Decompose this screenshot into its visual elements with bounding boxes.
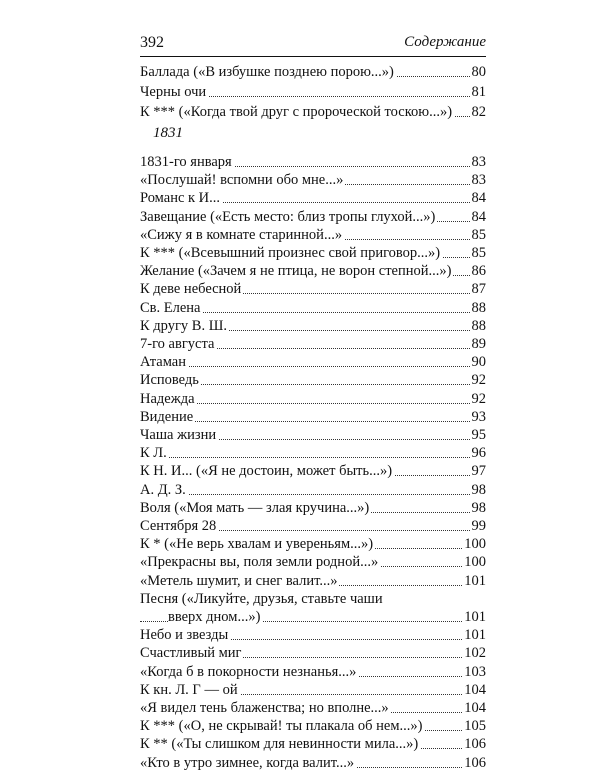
toc-entry-page: 81 bbox=[471, 84, 486, 100]
page-number: 392 bbox=[140, 34, 164, 51]
toc-entry-page: 87 bbox=[471, 281, 486, 298]
toc-entry-title: «Я видел тень блаженства; но вполне...» bbox=[140, 700, 389, 716]
toc-entry-title: «Когда б в покорности незнанья...» bbox=[140, 663, 357, 680]
toc-entry bbox=[140, 188, 486, 208]
toc-entry bbox=[140, 698, 486, 718]
toc-entry bbox=[140, 170, 486, 190]
toc-entry-title: К *** («О, не скрывай! ты плакала об нем...») bbox=[140, 718, 423, 735]
toc-entry-title: К другу В. Ш. bbox=[140, 317, 227, 334]
toc-entry bbox=[140, 534, 486, 554]
toc-entry-title: 7-го августа bbox=[140, 336, 215, 352]
toc-entry bbox=[140, 552, 486, 572]
toc-entry-page: 84 bbox=[471, 190, 486, 207]
toc-entry bbox=[140, 152, 486, 172]
toc-entry-title: Исповедь bbox=[140, 372, 199, 389]
toc-entry-title: Завещание («Есть место: близ тропы глухой...») bbox=[140, 208, 436, 225]
running-title: Содержание bbox=[404, 34, 486, 50]
toc-entry-page: 101 bbox=[464, 572, 486, 589]
toc-entry-page: 106 bbox=[464, 736, 486, 753]
section-year-heading: 1831 bbox=[153, 125, 183, 141]
toc-entry-page: 88 bbox=[471, 299, 486, 316]
dot-leader bbox=[140, 494, 486, 495]
toc-entry-page: 100 bbox=[464, 536, 486, 553]
toc-entry-title: Воля («Моя мать — злая кручина...») bbox=[140, 499, 370, 516]
toc-entry-title: Желание («Зачем я не птица, не ворон степной...») bbox=[140, 263, 452, 280]
toc-entry-title: Песня («Ликуйте, друзья, ставьте чаши bbox=[140, 590, 383, 607]
toc-entry-page: 101 bbox=[464, 609, 486, 625]
toc-entry-title: Баллада («В избушке позднею порою...») bbox=[140, 64, 394, 80]
toc-entry-page: 83 bbox=[471, 172, 486, 189]
toc-entry bbox=[140, 498, 486, 518]
toc-entry-page: 88 bbox=[471, 317, 486, 334]
toc-entry bbox=[140, 716, 486, 736]
toc-entry-page: 89 bbox=[471, 336, 486, 352]
toc-entry-title: «Послушай! вспомни обо мне...» bbox=[140, 172, 344, 189]
toc-entry-page: 92 bbox=[471, 390, 486, 407]
toc-entry-title: 1831-го января bbox=[140, 154, 232, 170]
toc-entry-page: 82 bbox=[471, 104, 486, 120]
toc-entry bbox=[140, 82, 486, 102]
toc-entry bbox=[140, 261, 486, 281]
toc-entry-title: К ** («Ты слишком для невинности мила...») bbox=[140, 736, 419, 753]
toc-entry-title: Черны очи bbox=[140, 84, 207, 100]
toc-entry-title: Атаман bbox=[140, 354, 186, 371]
toc-entry-page: 98 bbox=[471, 481, 486, 498]
toc-entry bbox=[140, 461, 486, 481]
page-header bbox=[140, 34, 486, 57]
toc-entry-title: Надежда bbox=[140, 390, 195, 407]
toc-entry bbox=[140, 62, 486, 82]
toc-entry bbox=[140, 571, 486, 591]
toc-entry-page: 92 bbox=[471, 372, 486, 389]
toc-entry bbox=[140, 298, 486, 318]
toc-entry-page: 106 bbox=[464, 754, 486, 771]
toc-entry-title: К кн. Л. Г — ой bbox=[140, 681, 238, 698]
toc-entry bbox=[140, 225, 486, 245]
toc-entry-title: К Н. И... («Я не достоин, может быть...») bbox=[140, 463, 393, 480]
toc-entry-page: 102 bbox=[464, 645, 486, 662]
toc-entry-page: 85 bbox=[471, 226, 486, 243]
toc-entry-page: 84 bbox=[471, 208, 486, 225]
toc-entry bbox=[140, 589, 486, 609]
toc-entry bbox=[140, 625, 486, 645]
dot-leader bbox=[140, 366, 486, 367]
toc-entry bbox=[140, 243, 486, 263]
toc-entry-title: «Сижу я в комнате старинной...» bbox=[140, 226, 343, 243]
toc-entry-title: Счастливый миг bbox=[140, 645, 242, 662]
toc-entry-title: К * («Не верь хвалам и увереньям...») bbox=[140, 536, 374, 553]
toc-entry-title: К *** («Когда твой друг с пророческой тоскою...») bbox=[140, 104, 453, 120]
toc-entry bbox=[140, 734, 486, 754]
toc-entry-continuation bbox=[140, 607, 486, 627]
toc-entry-title: К *** («Всевышний произнес свой приговор...») bbox=[140, 245, 441, 261]
toc-entry-title: Сентября 28 bbox=[140, 518, 217, 534]
toc-entry bbox=[140, 680, 486, 700]
toc-entry-page: 104 bbox=[464, 681, 486, 698]
toc-entry bbox=[140, 407, 486, 427]
dot-leader bbox=[140, 457, 486, 458]
toc-entry-title: «Метель шумит, и снег валит...» bbox=[140, 572, 338, 589]
toc-entry-page: 104 bbox=[464, 700, 486, 716]
toc-entry bbox=[140, 425, 486, 445]
toc-entry bbox=[140, 279, 486, 299]
toc-entry bbox=[140, 334, 486, 354]
toc-entry-title: К деве небесной bbox=[140, 281, 242, 298]
toc-entry-page: 100 bbox=[464, 554, 486, 571]
toc-entry bbox=[140, 352, 486, 372]
toc-entry-page: 103 bbox=[464, 663, 486, 680]
toc-entry bbox=[140, 207, 486, 227]
toc-entry-page: 98 bbox=[471, 499, 486, 516]
toc-entry-page: 83 bbox=[471, 154, 486, 170]
toc-entry bbox=[140, 753, 486, 773]
toc-entry-title: Св. Елена bbox=[140, 299, 201, 316]
toc-entry-title: Небо и звезды bbox=[140, 627, 229, 644]
toc-entry bbox=[140, 102, 486, 122]
toc-entry-page: 105 bbox=[464, 718, 486, 735]
toc-entry-title: «Кто в утро зимнее, когда валит...» bbox=[140, 754, 355, 771]
toc-entry bbox=[140, 443, 486, 463]
toc-entry-title: Видение bbox=[140, 408, 194, 425]
toc-entry-page: 85 bbox=[471, 245, 486, 261]
toc-entry-page: 95 bbox=[471, 427, 486, 443]
toc-entry bbox=[140, 662, 486, 682]
toc-entry-title: Чаша жизни bbox=[140, 427, 217, 443]
toc-entry-title-continued: вверх дном...») bbox=[168, 609, 261, 625]
toc-entry-page: 90 bbox=[471, 354, 486, 371]
toc-entry-page: 99 bbox=[471, 518, 486, 534]
toc-entry bbox=[140, 516, 486, 536]
toc-entry bbox=[140, 389, 486, 409]
toc-entry-page: 80 bbox=[471, 64, 486, 80]
toc-entry-title: «Прекрасны вы, поля земли родной...» bbox=[140, 554, 379, 571]
toc-entry bbox=[140, 316, 486, 336]
toc-entry bbox=[140, 370, 486, 390]
toc-entry bbox=[140, 643, 486, 663]
toc-entry bbox=[140, 480, 486, 500]
toc-entry-title: А. Д. З. bbox=[140, 481, 186, 498]
toc-entry-page: 96 bbox=[471, 445, 486, 462]
toc-entry-page: 93 bbox=[471, 408, 486, 425]
toc-entry-page: 101 bbox=[464, 627, 486, 644]
toc-entry-page: 86 bbox=[471, 263, 486, 280]
toc-entry-page: 97 bbox=[471, 463, 486, 480]
toc-entry-title: К Л. bbox=[140, 445, 167, 462]
toc-entry-title: Романс к И... bbox=[140, 190, 221, 207]
